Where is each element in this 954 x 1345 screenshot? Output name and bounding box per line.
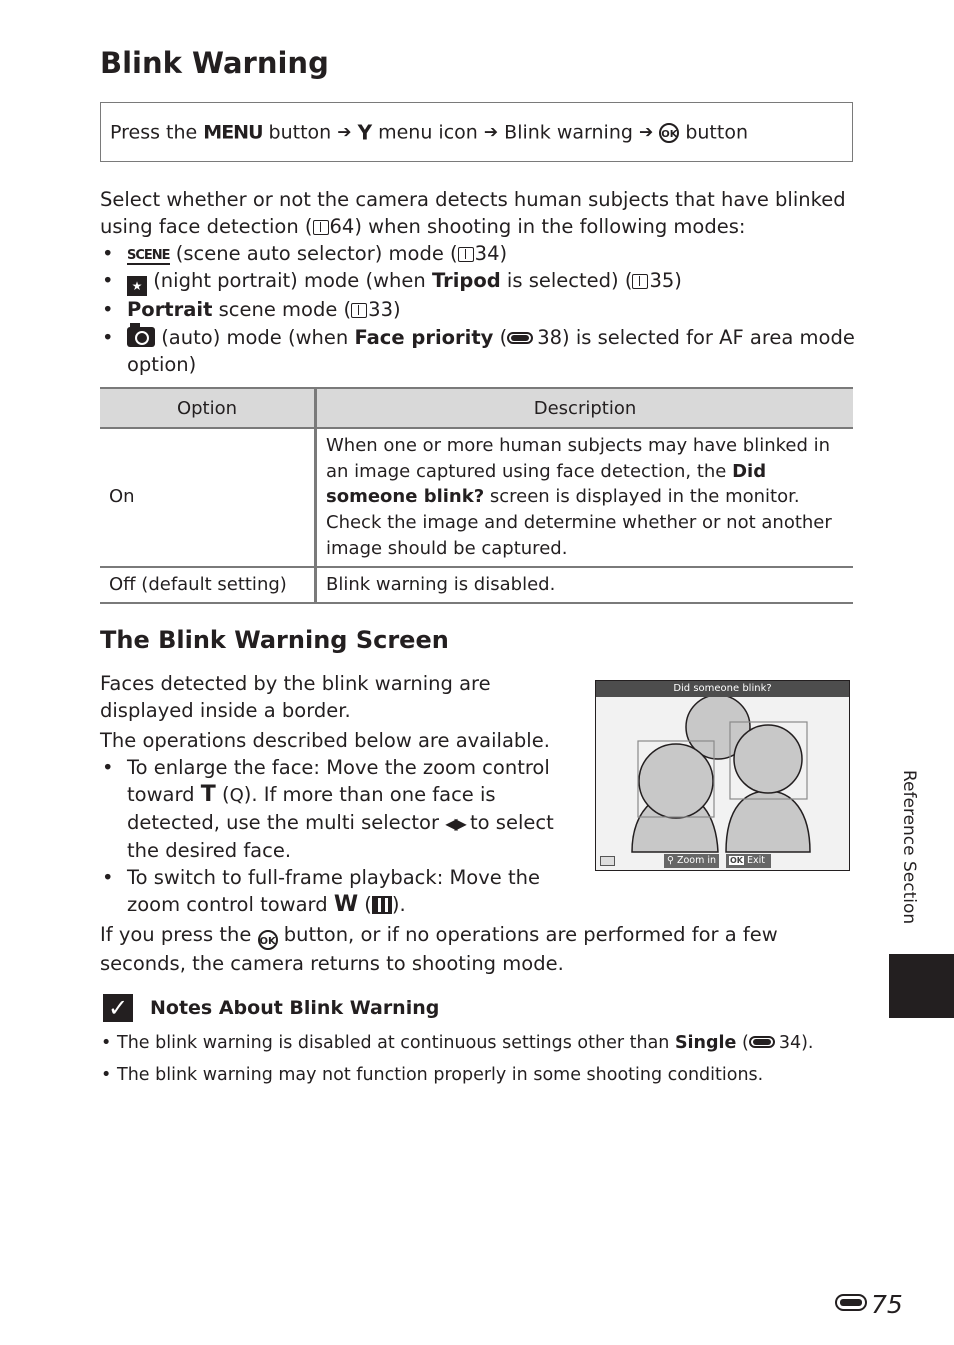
after-text: button, or if no operations are performed for a few seconds, the camera returns to shooting mode. (100, 923, 778, 975)
list-item (100, 240, 860, 267)
option-cell: On (100, 428, 316, 567)
mode-bold: Tripod (431, 269, 501, 293)
menu-item-text: Blink warning (504, 121, 633, 144)
intro-text-a: Select whether or not the camera detects human subjects that have blinked using face detection ( (100, 188, 846, 238)
button-end-text: button (685, 121, 748, 144)
press-the-text: Press the (110, 121, 198, 144)
notes-list (100, 1030, 860, 1094)
blink-warning-screen-illustration (595, 680, 850, 871)
menu-icon-text: menu icon (378, 121, 478, 144)
op-text: To switch to full-frame playback: Move the zoom control toward (127, 866, 540, 916)
op-text: ). If more than one face is detected, use the multi selector (127, 783, 496, 834)
table-row (100, 567, 853, 603)
after-text: If you press the (100, 923, 258, 946)
notes-heading: Notes About Blink Warning (150, 997, 440, 1019)
list-item (100, 864, 570, 918)
mode-text: ) (499, 242, 508, 265)
button-text: button (268, 121, 332, 144)
column-header-description: Description (316, 388, 854, 428)
faces-illustration (596, 681, 849, 870)
ok-icon: OK (730, 856, 743, 865)
op-text: To enlarge the face: Move the zoom control toward (127, 756, 550, 806)
table-row (100, 428, 853, 567)
intro-paragraph (100, 186, 860, 240)
mode-ref: 34 (474, 242, 500, 265)
description-cell (316, 428, 854, 567)
description-text: When one or more human subjects may have blinked in an image captured using face detection, the (326, 435, 831, 482)
description-text: screen is displayed in the monitor. Check the image and determine whether or not another image should be captured. (326, 486, 832, 559)
list-item: • The blink warning may not function properly in some shooting conditions. (100, 1062, 860, 1089)
list-item (100, 267, 860, 296)
mode-text: (scene auto selector) mode ( (169, 242, 458, 265)
mode-text: is selected) ( (500, 269, 633, 293)
menu-button-icon: MENU (203, 121, 263, 144)
multi-selector-left-right-icon: ◀▶ (445, 814, 464, 833)
mode-bold: Portrait (127, 298, 213, 322)
op-text: to select the desired face. (127, 811, 554, 862)
list-item (100, 324, 860, 379)
screen-title: Did someone blink? (596, 681, 849, 697)
side-tab-marker (889, 954, 954, 1018)
operations-list (100, 754, 570, 918)
page-reference-icon (458, 247, 474, 262)
reference-section-icon (835, 1292, 871, 1314)
list-item (100, 1030, 860, 1057)
description-cell: Blink warning is disabled. (316, 567, 854, 603)
mode-bold: Face priority (354, 325, 494, 349)
intro-ref: 64 (329, 215, 355, 238)
page-number-text: 75 (871, 1290, 903, 1319)
ok-button-icon: OK (258, 930, 278, 950)
ok-button-icon: OK (659, 123, 679, 143)
op-text: ( (358, 893, 372, 916)
menu-path-box (100, 102, 853, 162)
mode-text: ) (674, 269, 682, 293)
description-bold: Did someone blink? (326, 460, 767, 508)
arrow-icon: ➔ (337, 122, 352, 143)
zoom-in-label: Zoom in (676, 855, 717, 866)
operations-paragraph: The operations described below are available. (100, 729, 550, 752)
page-reference-icon (313, 220, 329, 235)
note-ref: 34 (778, 1033, 802, 1053)
list-item (100, 296, 860, 323)
intro-text-b: ) when shooting in the following modes: (354, 215, 746, 238)
mode-text: ) (393, 298, 401, 322)
wide-angle-icon: W (333, 892, 359, 917)
reference-section-icon (507, 330, 537, 346)
screen-bottom-bar (596, 852, 849, 870)
note-text: The blink warning is disabled at continuous settings other than (117, 1033, 675, 1053)
op-text: ). (391, 893, 406, 916)
mode-text: ) is selected for AF area mode option) (127, 325, 855, 376)
faces-paragraph: Faces detected by the blink warning are displayed inside a border. (100, 672, 491, 722)
mode-text: ( (493, 325, 508, 349)
night-portrait-icon: ★ (127, 276, 147, 296)
arrow-icon: ➔ (483, 122, 499, 143)
magnifier-icon: Q (229, 785, 244, 806)
note-text: ( (736, 1033, 749, 1053)
setup-menu-icon: Y (357, 120, 373, 145)
modes-list (100, 240, 860, 378)
options-table (100, 387, 853, 604)
mode-ref: 38 (537, 325, 563, 349)
page-reference-icon (351, 303, 367, 318)
reference-section-icon (749, 1034, 779, 1050)
zoom-in-button[interactable] (664, 854, 719, 868)
page-title: Blink Warning (100, 46, 329, 80)
op-text: ( (215, 783, 230, 806)
exit-label: Exit (747, 855, 766, 866)
mode-text: scene mode ( (212, 298, 352, 322)
mode-ref: 33 (368, 298, 393, 322)
mode-text: (night portrait) mode (when (147, 269, 432, 293)
table-header-row (100, 388, 853, 428)
mode-text: (auto) mode (when (155, 325, 355, 349)
camera-auto-mode-icon (127, 327, 155, 347)
list-item (100, 754, 570, 864)
battery-icon (600, 856, 615, 866)
option-cell: Off (default setting) (100, 567, 316, 603)
scene-auto-selector-icon: SCENE (127, 248, 170, 263)
check-note-icon: ✓ (103, 994, 133, 1022)
mode-ref: 35 (649, 269, 675, 293)
exit-button[interactable] (726, 854, 771, 868)
note-text: ). (801, 1033, 814, 1053)
arrow-icon: ➔ (638, 122, 654, 143)
page-number (835, 1290, 903, 1319)
return-paragraph (100, 921, 860, 977)
thumbnail-playback-icon (372, 896, 392, 914)
side-tab-label (893, 770, 923, 940)
note-bold: Single (674, 1033, 737, 1053)
section-heading: The Blink Warning Screen (100, 626, 449, 654)
telephoto-icon: T (200, 782, 216, 807)
magnifier-icon: ⚲ (667, 855, 677, 866)
page-reference-icon (632, 274, 648, 289)
column-header-option: Option (100, 388, 316, 428)
side-tab-text: Reference Section (899, 770, 919, 925)
